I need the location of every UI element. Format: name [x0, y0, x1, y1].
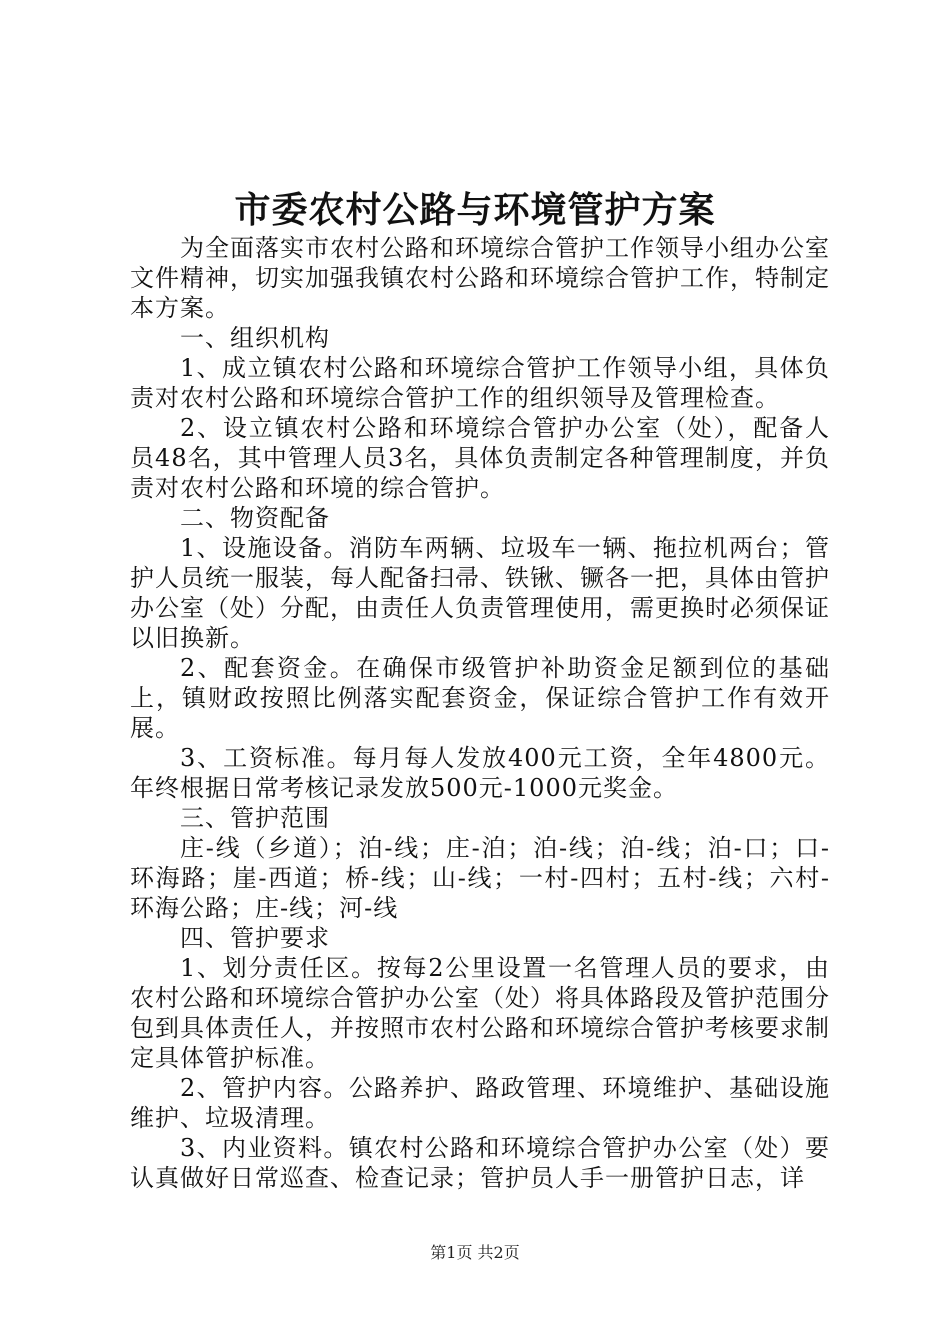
paragraph-org-1: 1、成立镇农村公路和环境综合管护工作领导小组，具体负责对农村公路和环境综合管护工作的组织领导及管理检查。	[130, 354, 830, 412]
section-heading-scope: 三、管护范围	[180, 804, 330, 832]
paragraph-materials-3: 3、工资标准。每月每人发放400元工资，全年4800元。年终根据日常考核记录发放500元-1000元奖金。	[130, 744, 830, 802]
intro-paragraph: 为全面落实市农村公路和环境综合管护工作领导小组办公室文件精神，切实加强我镇农村公路和环境综合管护工作，特制定本方案。	[130, 234, 830, 322]
section-heading-organization: 一、组织机构	[180, 324, 330, 352]
paragraph-materials-1: 1、设施设备。消防车两辆、垃圾车一辆、拖拉机两台；管护人员统一服装，每人配备扫帚、铁锹、镢各一把，具体由管护办公室（处）分配，由责任人负责管理使用，需更换时必须保证以旧换新。	[130, 534, 830, 652]
paragraph-requirements-2: 2、管护内容。公路养护、路政管理、环境维护、基础设施维护、垃圾清理。	[130, 1074, 830, 1132]
paragraph-scope-routes: 庄-线（乡道）；泊-线；庄-泊；泊-线；泊-线；泊-口；口-环海路；崖-西道；桥-线；山-线；一村-四村；五村-线；六村-环海公路；庄-线；河-线	[130, 834, 830, 922]
paragraph-requirements-3: 3、内业资料。镇农村公路和环境综合管护办公室（处）要认真做好日常巡查、检查记录；管护员人手一册管护日志，详	[130, 1134, 830, 1192]
paragraph-requirements-1: 1、划分责任区。按每2公里设置一名管理人员的要求，由农村公路和环境综合管护办公室（处）将具体路段及管护范围分包到具体责任人，并按照市农村公路和环境综合管护考核要求制定具体管护标准。	[130, 954, 830, 1072]
paragraph-materials-2: 2、配套资金。在确保市级管护补助资金足额到位的基础上，镇财政按照比例落实配套资金，保证综合管护工作有效开展。	[130, 654, 830, 742]
document-body	[130, 233, 830, 1193]
section-heading-requirements: 四、管护要求	[180, 924, 330, 952]
document-title: 市委农村公路与环境管护方案	[234, 189, 716, 231]
page-footer: 第1页 共2页	[430, 1243, 520, 1262]
paragraph-org-2: 2、设立镇农村公路和环境综合管护办公室（处），配备人员48名，其中管理人员3名，具体负责制定各种管理制度，并负责对农村公路和环境的综合管护。	[130, 414, 830, 502]
section-heading-materials: 二、物资配备	[180, 504, 330, 532]
